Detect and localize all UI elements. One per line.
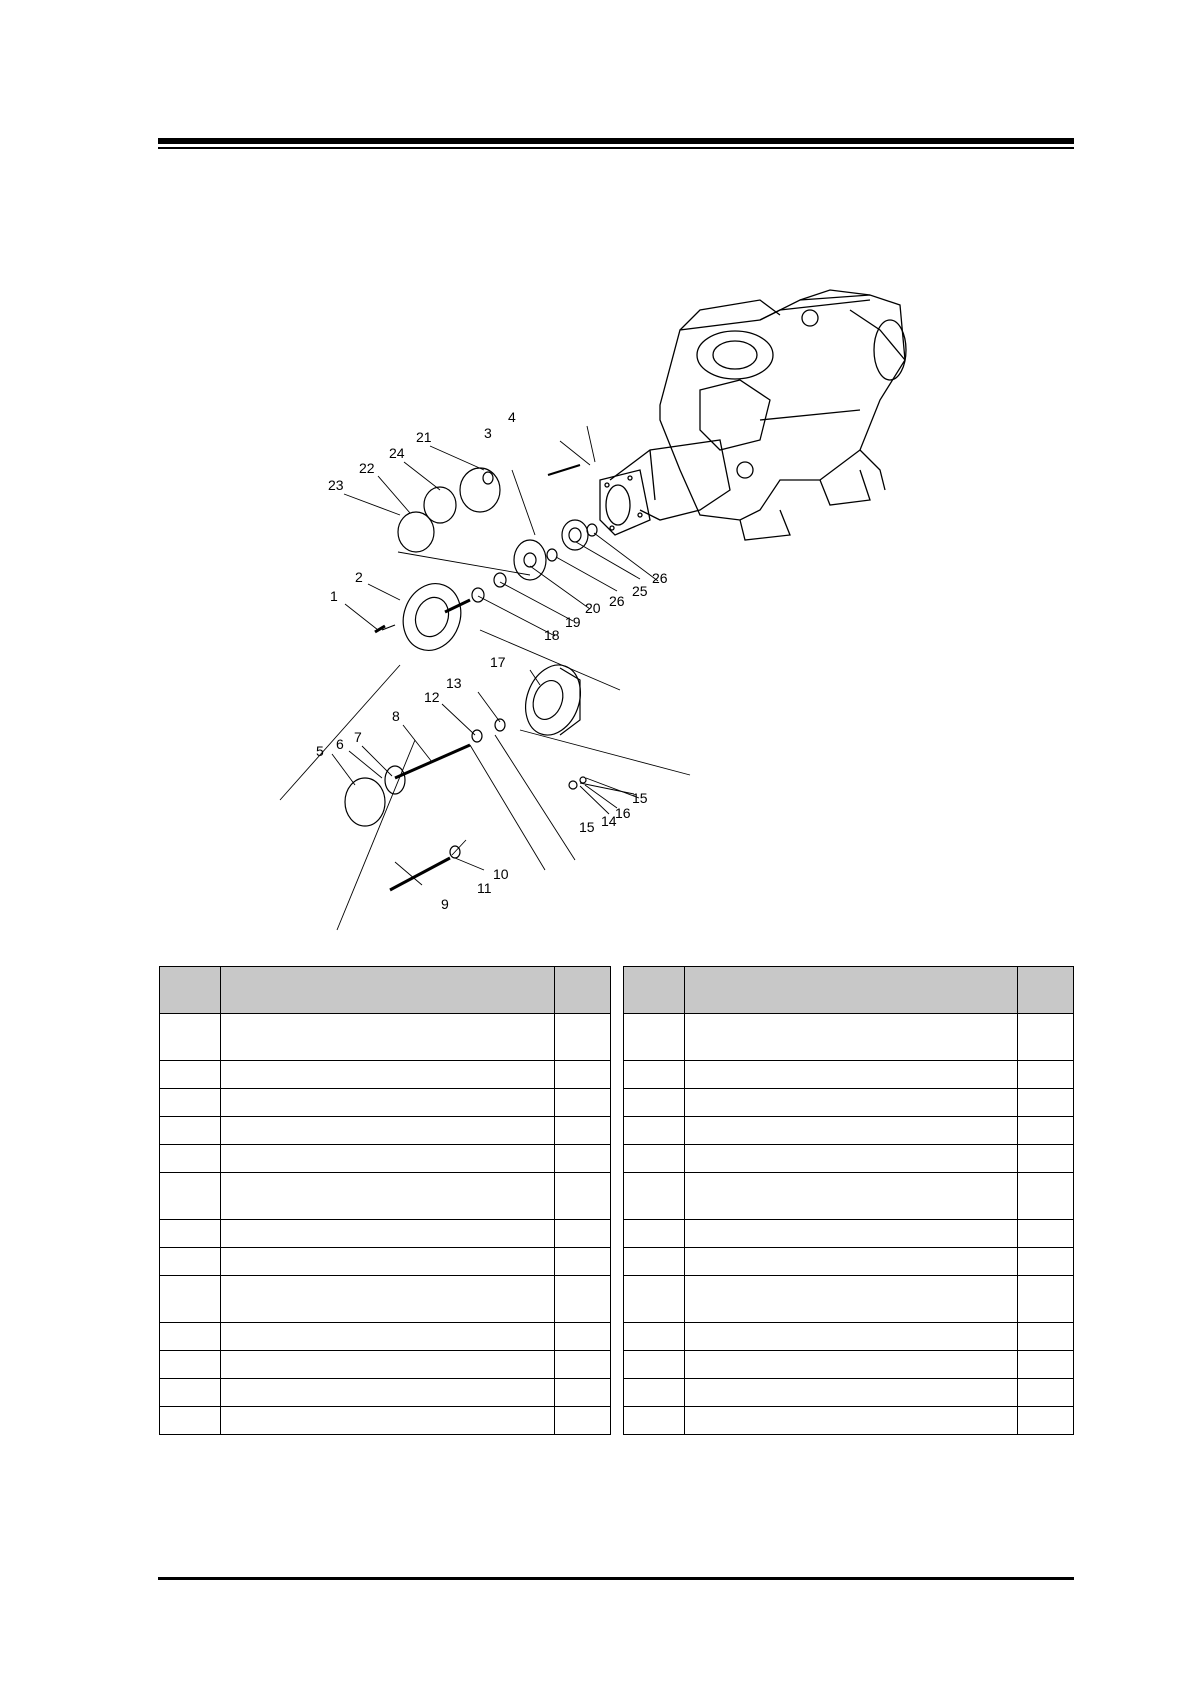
cell-description: [685, 1089, 1018, 1117]
cell-qty: [555, 1220, 611, 1248]
callout-20: 20: [585, 600, 601, 616]
cell-no: [624, 1220, 685, 1248]
callout-9: 9: [441, 896, 449, 912]
callout-8: 8: [392, 708, 400, 724]
table-row: [160, 1089, 611, 1117]
table-row: [624, 1276, 1074, 1323]
cell-no: [160, 1276, 221, 1323]
table-row: [624, 1173, 1074, 1220]
cell-description: [685, 1014, 1018, 1061]
cell-qty: [1018, 1351, 1074, 1379]
table-row: [160, 1407, 611, 1435]
cell-description: [685, 1248, 1018, 1276]
cell-qty: [555, 1379, 611, 1407]
cell-description: [221, 1117, 555, 1145]
table-row: [624, 1248, 1074, 1276]
parts-table-left: [159, 966, 611, 1435]
cell-no: [624, 1117, 685, 1145]
callout-26b: 26: [652, 570, 668, 586]
cell-qty: [555, 1145, 611, 1173]
table-row: [160, 1351, 611, 1379]
cell-no: [160, 1220, 221, 1248]
cell-no: [624, 1379, 685, 1407]
table-row: [624, 1220, 1074, 1248]
cell-description: [685, 1061, 1018, 1089]
header-qty: [1018, 967, 1074, 1014]
cell-no: [160, 1117, 221, 1145]
table-row: [624, 1014, 1074, 1061]
callout-5: 5: [316, 743, 324, 759]
callout-7: 7: [354, 729, 362, 745]
header-description: [221, 967, 555, 1014]
callout-12: 12: [424, 689, 440, 705]
table-row: [160, 1379, 611, 1407]
cell-no: [624, 1061, 685, 1089]
callout-10: 10: [493, 866, 509, 882]
cell-qty: [555, 1276, 611, 1323]
table-row: [160, 1276, 611, 1323]
cell-no: [160, 1323, 221, 1351]
header-qty: [555, 967, 611, 1014]
table-row: [624, 1061, 1074, 1089]
callout-23: 23: [328, 477, 344, 493]
cell-qty: [1018, 1061, 1074, 1089]
cell-no: [160, 1089, 221, 1117]
callout-1: 1: [330, 588, 338, 604]
cell-description: [685, 1220, 1018, 1248]
cell-description: [221, 1407, 555, 1435]
table-row: [624, 1379, 1074, 1407]
compressor-housing: [600, 290, 906, 540]
table-row: [160, 1117, 611, 1145]
cell-qty: [555, 1323, 611, 1351]
cell-description: [685, 1379, 1018, 1407]
cell-description: [221, 1061, 555, 1089]
cell-qty: [1018, 1379, 1074, 1407]
cell-no: [624, 1407, 685, 1435]
table-row: [160, 1061, 611, 1089]
cell-no: [160, 1351, 221, 1379]
cell-qty: [1018, 1089, 1074, 1117]
cell-no: [160, 1173, 221, 1220]
cell-qty: [1018, 1220, 1074, 1248]
table-row: [160, 1145, 611, 1173]
leader-lines: [280, 426, 690, 930]
table-row: [624, 1089, 1074, 1117]
cell-description: [221, 1145, 555, 1173]
callout-numbers: [316, 409, 668, 912]
cell-description: [221, 1248, 555, 1276]
cell-qty: [555, 1407, 611, 1435]
callout-6: 6: [336, 736, 344, 752]
callout-19: 19: [565, 614, 581, 630]
cell-description: [221, 1323, 555, 1351]
callout-2: 2: [355, 569, 363, 585]
callout-25: 25: [632, 583, 648, 599]
callout-11: 11: [477, 880, 492, 896]
cell-no: [624, 1351, 685, 1379]
table-row: [624, 1117, 1074, 1145]
cell-description: [685, 1117, 1018, 1145]
cell-no: [624, 1014, 685, 1061]
footer-rule: [158, 1577, 1074, 1580]
table-row: [160, 1248, 611, 1276]
cell-no: [624, 1248, 685, 1276]
cell-qty: [555, 1173, 611, 1220]
header-no: [624, 967, 685, 1014]
callout-16: 16: [615, 805, 631, 821]
cell-qty: [1018, 1276, 1074, 1323]
callout-4: 4: [508, 409, 516, 425]
cell-description: [685, 1323, 1018, 1351]
callout-21: 21: [416, 429, 432, 445]
cell-qty: [555, 1014, 611, 1061]
cell-no: [160, 1061, 221, 1089]
table-row: [624, 1323, 1074, 1351]
cell-qty: [1018, 1407, 1074, 1435]
table-row: [160, 1220, 611, 1248]
cell-qty: [555, 1248, 611, 1276]
table-row: [160, 1173, 611, 1220]
callout-26a: 26: [609, 593, 625, 609]
table-header-row: [624, 967, 1074, 1014]
cell-no: [624, 1276, 685, 1323]
cell-qty: [1018, 1014, 1074, 1061]
cell-qty: [555, 1061, 611, 1089]
callout-22: 22: [359, 460, 375, 476]
cell-description: [221, 1173, 555, 1220]
callout-3: 3: [484, 425, 492, 441]
cell-no: [624, 1145, 685, 1173]
table-row: [624, 1407, 1074, 1435]
cell-description: [221, 1014, 555, 1061]
header-description: [685, 967, 1018, 1014]
cell-description: [685, 1145, 1018, 1173]
cell-no: [160, 1248, 221, 1276]
cell-description: [221, 1379, 555, 1407]
cell-no: [624, 1173, 685, 1220]
cell-no: [624, 1089, 685, 1117]
cell-qty: [1018, 1323, 1074, 1351]
cell-qty: [1018, 1145, 1074, 1173]
cell-description: [221, 1276, 555, 1323]
cell-description: [685, 1276, 1018, 1323]
cell-qty: [555, 1117, 611, 1145]
exploded-parts: [345, 465, 597, 890]
callout-13: 13: [446, 675, 462, 691]
cell-description: [221, 1089, 555, 1117]
cell-no: [160, 1407, 221, 1435]
table-row: [160, 1323, 611, 1351]
cell-description: [685, 1351, 1018, 1379]
table-row: [160, 1014, 611, 1061]
cell-description: [685, 1173, 1018, 1220]
cell-no: [160, 1145, 221, 1173]
parts-table-right: [623, 966, 1074, 1435]
cell-qty: [555, 1351, 611, 1379]
table-header-row: [160, 967, 611, 1014]
cell-qty: [1018, 1173, 1074, 1220]
callout-17: 17: [490, 654, 506, 670]
callout-14: 14: [601, 813, 617, 829]
cell-description: [221, 1220, 555, 1248]
cell-qty: [555, 1089, 611, 1117]
cell-description: [221, 1351, 555, 1379]
table-row: [624, 1351, 1074, 1379]
cell-qty: [1018, 1117, 1074, 1145]
cell-qty: [1018, 1248, 1074, 1276]
callout-15b: 15: [632, 790, 648, 806]
callout-18: 18: [544, 627, 560, 643]
cell-no: [160, 1379, 221, 1407]
table-row: [624, 1145, 1074, 1173]
cell-no: [160, 1014, 221, 1061]
callout-24: 24: [389, 445, 405, 461]
cell-no: [624, 1323, 685, 1351]
cell-description: [685, 1407, 1018, 1435]
header-no: [160, 967, 221, 1014]
callout-15a: 15: [579, 819, 595, 835]
